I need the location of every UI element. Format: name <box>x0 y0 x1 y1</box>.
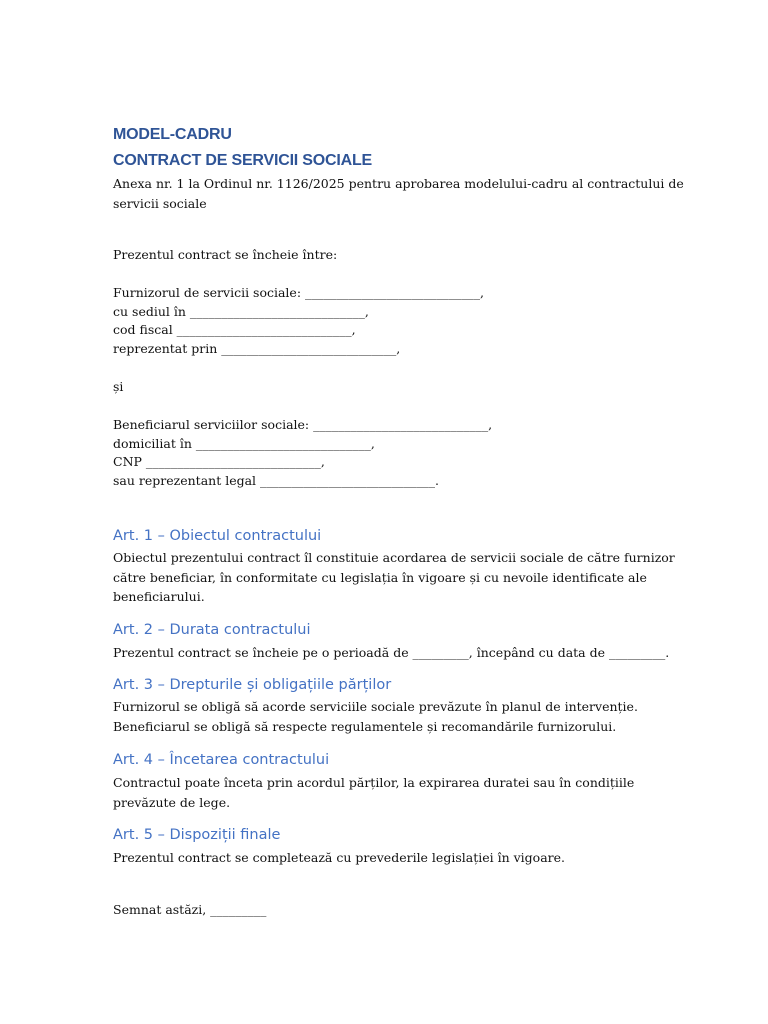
article-4-body <box>113 773 634 812</box>
provider-representative-line: reprezentat prin ____________________________, <box>113 340 401 356</box>
beneficiary-cnp-line: CNP ____________________________, <box>113 454 325 469</box>
beneficiary-legal-rep-line: sau reprezentant legal ____________________________. <box>113 472 439 488</box>
provider-address-line: cu sediul în ____________________________, <box>113 303 369 319</box>
article-3-line: Beneficiarul se obligă să respecte regulamentele și recomandările furnizorului. <box>113 718 617 734</box>
article-3-line: Furnizorul se obligă să acorde serviciile sociale prevăzute în planul de intervenție. <box>113 699 638 714</box>
article-3-body <box>113 697 638 736</box>
conjunction-and: și <box>113 379 124 394</box>
article-1-line: Obiectul prezentului contract îl constituie acordarea de servicii sociale de către furnizor <box>113 550 675 565</box>
article-5-body <box>113 848 565 868</box>
article-2-line: Prezentul contract se încheie pe o perioadă de _________, începând cu data de _________. <box>113 645 670 660</box>
article-2-heading: Art. 2 – Durata contractului <box>113 622 311 638</box>
annex-line-2: servicii sociale <box>113 195 207 211</box>
annex-reference <box>113 174 684 213</box>
document-title-contract: CONTRACT DE SERVICII SOCIALE <box>113 152 373 169</box>
article-5-line: Prezentul contract se completează cu prevederile legislației în vigoare. <box>113 850 565 865</box>
annex-line-1: Anexa nr. 1 la Ordinul nr. 1126/2025 pentru aprobarea modelului-cadru al contractului de <box>113 176 684 191</box>
article-1-line: către beneficiar, în conformitate cu legislația în vigoare și cu nevoile identificate ale <box>113 569 647 585</box>
provider-fiscal-code-line: cod fiscal ____________________________, <box>113 322 356 337</box>
provider-block <box>113 284 484 358</box>
article-4-line: Contractul poate înceta prin acordul părților, la expirarea duratei sau în condițiile <box>113 775 635 790</box>
article-2-body <box>113 643 669 663</box>
article-4-line: prevăzute de lege. <box>113 794 231 810</box>
article-5-heading: Art. 5 – Dispoziții finale <box>113 827 281 843</box>
beneficiary-address-line: domiciliat în ____________________________, <box>113 435 375 451</box>
beneficiary-line: Beneficiarul serviciilor sociale: ____________________________, <box>113 417 493 432</box>
beneficiary-block <box>113 416 492 490</box>
article-1-body <box>113 548 675 607</box>
signature-date-line: Semnat astăzi, _________ <box>113 902 267 917</box>
provider-line: Furnizorul de servicii sociale: ____________________________, <box>113 285 484 300</box>
intro-text: Prezentul contract se încheie între: <box>113 247 338 262</box>
article-1-line: beneficiarului. <box>113 589 205 604</box>
article-3-heading: Art. 3 – Drepturile și obligațiile părților <box>113 677 392 693</box>
article-1-heading: Art. 1 – Obiectul contractului <box>113 528 322 544</box>
article-4-heading: Art. 4 – Încetarea contractului <box>113 752 330 768</box>
document-title-model: MODEL-CADRU <box>113 126 232 143</box>
